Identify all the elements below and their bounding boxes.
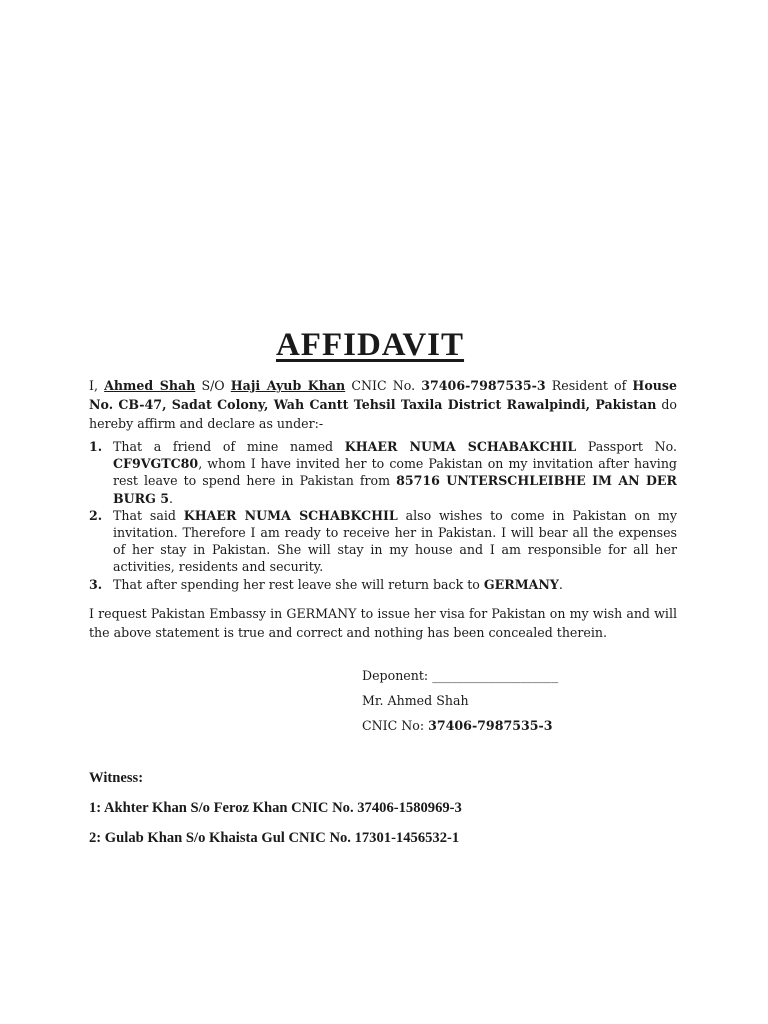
list-item-text: . [558,576,563,592]
father-name: Haji Ayub Khan [230,378,346,393]
intro-cnic-number: 37406-7987535-3 [421,378,546,393]
friend-name: KHAER NUMA SCHABKCHIL [183,507,398,523]
intro-paragraph [89,376,677,433]
intro-cnic-label: CNIC No. [345,378,422,393]
witness-item: 1: Akhter Khan S/o Feroz Khan CNIC No. 37406-1580969-3 [89,800,462,816]
intro-pre: I, [89,378,105,393]
list-item-text: , whom I have invited her to come Pakistan on my invitation after having rest leave to spend here in Pakistan from [113,456,677,489]
deponent-cnic-line [362,717,553,734]
deponent-name: Ahmed Shah [104,378,196,393]
list-item-number: 3. [89,576,103,592]
country-name: GERMANY [483,576,559,592]
friend-name: KHAER NUMA SCHABAKCHIL [344,439,577,454]
intro-tail: do hereby affirm and declare as under:- [89,397,677,431]
witness-item: 2: Gulab Khan S/o Khaista Gul CNIC No. 17301-1456532-1 [89,830,460,846]
list-item [89,507,677,576]
list-item-text: That a friend of mine named [113,439,345,454]
passport-number: CF9VGTC80 [113,456,199,472]
list-item-text: Passport No. [576,439,678,454]
intro-so: S/O [195,378,231,393]
document-title: AFFIDAVIT [275,327,465,363]
list-item-number: 1. [89,439,103,454]
list-item-text: That after spending her rest leave she will return back to [113,576,484,592]
signature-blank: ____________________ [432,668,559,683]
deponent-name-line: Mr. Ahmed Shah [362,693,469,708]
intro-address: House No. CB-47, Sadat Colony, Wah Cantt Tehsil Taxila District Rawalpindi, Pakistan [89,378,677,412]
list-item [89,438,677,507]
deponent-cnic-number: 37406-7987535-3 [428,718,553,733]
list-item [89,576,677,593]
declaration-list [89,438,677,593]
witness-heading: Witness: [89,770,144,786]
list-item-text: also wishes to come in Pakistan on my invitation. Therefore I am ready to receive her in Pakistan. I will bear all the expenses of her stay in Pakistan. She will stay in my house and I am responsible for all her activities, residents and security. [113,507,677,575]
list-item-text: . [169,490,174,506]
deponent-label: Deponent: [362,668,433,683]
list-item-text: That said [113,507,184,523]
deponent-signature-line [362,667,558,684]
list-item-number: 2. [89,507,103,523]
deponent-cnic-label: CNIC No: [362,718,429,733]
request-paragraph: I request Pakistan Embassy in GERMANY to issue her visa for Pakistan on my wish and will the above statement is true and correct and nothing has been concealed therein. [89,606,677,640]
intro-resident-label: Resident of [545,378,633,393]
friend-address: 85716 UNTERSCHLEIBHE IM AN DER BURG 5 [113,473,677,506]
